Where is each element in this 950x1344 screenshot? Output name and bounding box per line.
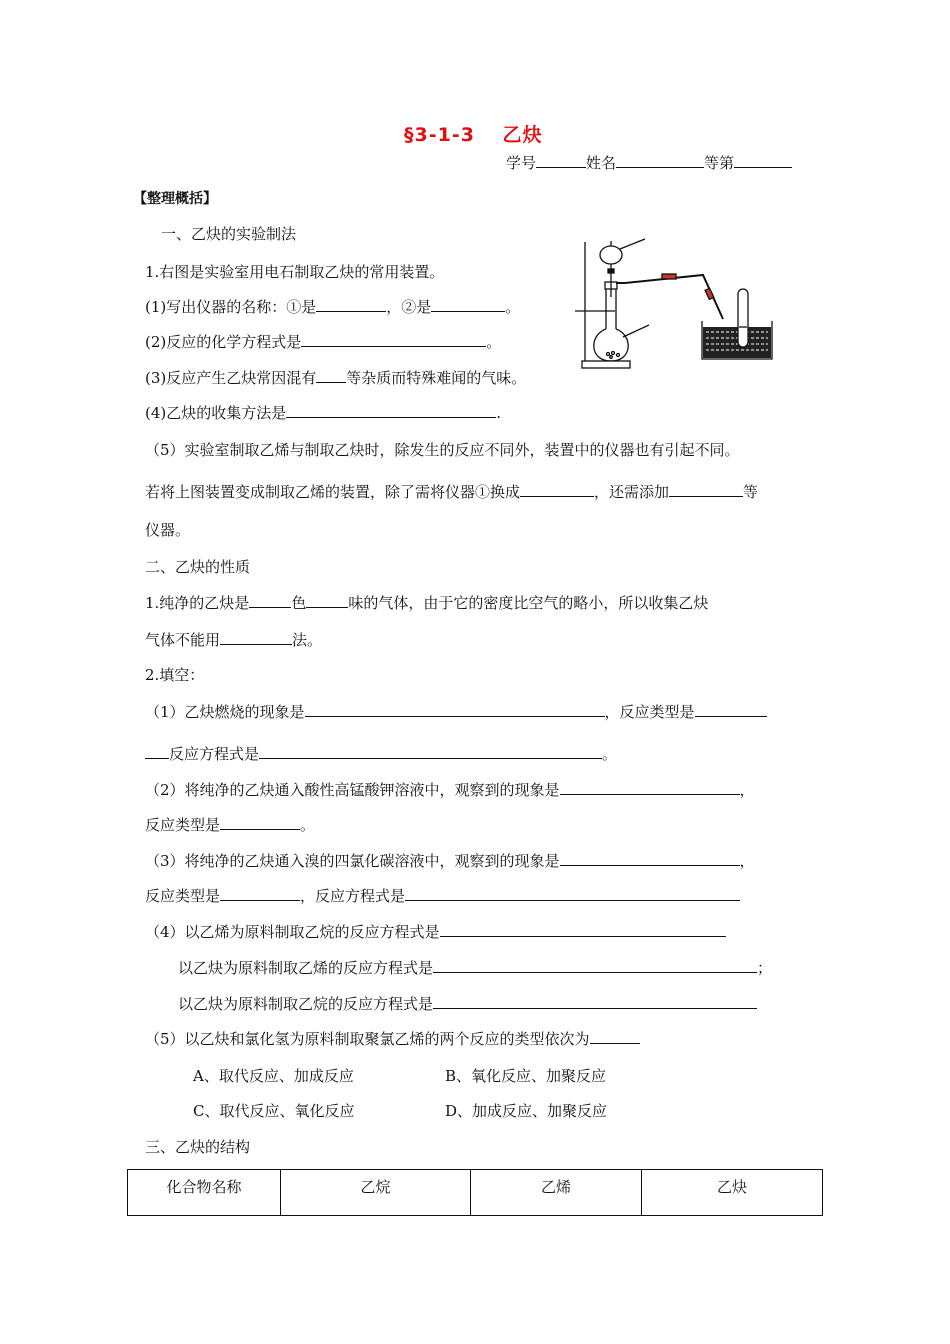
f4-blank-2[interactable] (433, 958, 757, 973)
q1-1-blank-1[interactable] (316, 297, 386, 312)
f2-line2-end: 。 (300, 816, 316, 834)
page-title: §3-1-3 乙炔 (404, 124, 543, 146)
f4-line1 (145, 922, 726, 942)
f3-text-a: （3）将纯净的乙炔通入溴的四氯化碳溶液中，观察到的现象是 (145, 852, 560, 870)
f1-text-b: ，反应类型是 (604, 703, 695, 721)
f4-blank-1[interactable] (440, 922, 726, 937)
p1-text-a: 1.纯净的乙炔是 (145, 594, 250, 612)
f3-text-b: ， (739, 852, 755, 870)
q1-1-blank-2[interactable] (431, 297, 505, 312)
name-blank[interactable] (616, 153, 704, 168)
table-header-cell: 乙烷 (281, 1170, 471, 1216)
q1-3-text-b: 等杂质而特殊难闻的气味。 (346, 369, 527, 387)
f5-line (145, 1029, 640, 1049)
p2-label: 2.填空： (145, 666, 205, 684)
q1-5-text-b: ，还需添加 (594, 483, 670, 501)
f1-line2-text: 反应方程式是 (169, 745, 260, 763)
delivery-tube (616, 275, 723, 319)
acetylene-apparatus-diagram (575, 237, 785, 372)
f2-line2 (145, 815, 315, 835)
f4-blank-3[interactable] (433, 994, 757, 1009)
header-fields (506, 153, 792, 173)
table-header-cell: 化合物名称 (128, 1170, 281, 1216)
f2-text-a: （2）将纯净的乙炔通入酸性高锰酸钾溶液中，观察到的现象是 (145, 781, 560, 799)
stand-base (582, 361, 630, 368)
q1-5-line1: （5）实验室制取乙烯与制取乙炔时，除发生的反应不同外，装置中的仪器也有引起不同。 (145, 441, 740, 459)
label-pointer-1 (620, 239, 645, 249)
f3-line2 (145, 886, 740, 906)
f3-blank-type[interactable] (220, 886, 300, 901)
f4-line2-end: ； (757, 959, 773, 977)
q1-text: 1.右图是实验室用电石制取乙炔的常用装置。 (145, 263, 445, 281)
f1-text-a: （1）乙炔燃烧的现象是 (145, 703, 305, 721)
p1-line2 (145, 630, 322, 650)
student-no-blank[interactable] (536, 153, 586, 168)
q1-4-end: . (496, 404, 502, 422)
section2-heading: 二、乙炔的性质 (145, 558, 251, 576)
f3-blank-equation[interactable] (405, 886, 740, 901)
f1-blank-equation[interactable] (259, 744, 602, 759)
structure-table (127, 1169, 823, 1216)
section3-heading: 三、乙炔的结构 (145, 1138, 251, 1156)
f1-end: 。 (602, 745, 618, 763)
q1-5-line3: 仪器。 (145, 521, 191, 539)
q1-5-text-a: 若将上图装置变成制取乙烯的装置，除了需将仪器①换成 (145, 483, 521, 501)
student-no-label: 学号 (506, 154, 537, 172)
q1-5-blank-2[interactable] (669, 482, 743, 497)
q1-2-text: (2)反应的化学方程式是 (145, 333, 302, 351)
q1-1 (145, 297, 520, 317)
q1-5-line2 (145, 482, 758, 502)
f3-line1 (145, 851, 755, 871)
f5-text: （5）以乙炔和氯化氢为原料制取聚氯乙烯的两个反应的类型依次为 (145, 1030, 590, 1048)
q1-5-blank-1[interactable] (520, 482, 594, 497)
f3-line2-text-b: ，反应方程式是 (300, 887, 406, 905)
f4-line3 (178, 994, 757, 1014)
rank-label: 等第 (704, 154, 735, 172)
q1-3 (145, 368, 526, 388)
label-pointer-2 (623, 325, 649, 337)
option-c[interactable]: C、取代反应、氧化反应 (193, 1102, 355, 1120)
q1-1-text-b: ，②是 (386, 298, 432, 316)
q1-4-blank[interactable] (286, 403, 496, 418)
section1-heading: 一、乙炔的实验制法 (161, 225, 297, 243)
f3-blank-phenomenon[interactable] (560, 851, 740, 866)
p1-text-c: 味的气体，由于它的密度比空气的略小，所以收集乙炔 (348, 594, 709, 612)
f2-blank-phenomenon[interactable] (560, 780, 740, 795)
f1-line1 (145, 702, 767, 722)
p1-blank-smell[interactable] (306, 593, 348, 608)
rank-blank[interactable] (734, 153, 792, 168)
q1-4-text: (4)乙炔的收集方法是 (145, 404, 287, 422)
option-a[interactable]: A、取代反应、加成反应 (193, 1067, 354, 1085)
f1-blank-phenomenon[interactable] (305, 702, 605, 717)
name-label: 姓名 (586, 154, 617, 172)
table-header-cell: 乙烯 (471, 1170, 642, 1216)
p1-text-b: 色 (291, 594, 307, 612)
f4-line2 (178, 958, 772, 978)
f1-blank-type[interactable] (695, 702, 767, 717)
f4-text-c: 以乙炔为原料制取乙烷的反应方程式是 (178, 995, 434, 1013)
f1-blank-type-cont[interactable] (145, 744, 169, 759)
table-header-cell: 乙炔 (642, 1170, 823, 1216)
q1-2-end: 。 (486, 333, 502, 351)
p1-line2-end: 法。 (292, 631, 323, 649)
f5-blank[interactable] (590, 1029, 640, 1044)
q1-4 (145, 403, 501, 423)
f2-text-b: ， (739, 781, 755, 799)
separatory-funnel (600, 246, 622, 264)
f4-text-a: （4）以乙烯为原料制取乙烷的反应方程式是 (145, 923, 440, 941)
p1-blank-method[interactable] (220, 630, 292, 645)
collecting-test-tube (738, 289, 748, 347)
f2-line1 (145, 780, 755, 800)
f4-text-b: 以乙炔为原料制取乙烯的反应方程式是 (178, 959, 434, 977)
option-d[interactable]: D、加成反应、加聚反应 (445, 1102, 608, 1120)
p1-blank-color[interactable] (249, 593, 291, 608)
q1-3-blank[interactable] (316, 368, 346, 383)
p1-line2-text: 气体不能用 (145, 631, 221, 649)
summary-heading: 【整理概括】 (133, 191, 217, 207)
f3-line2-text-a: 反应类型是 (145, 887, 221, 905)
p1-line1 (145, 593, 708, 613)
q1-3-text-a: (3)反应产生乙炔常因混有 (145, 369, 317, 387)
q1-2 (145, 332, 501, 352)
q1-5-text-c: 等 (743, 483, 759, 501)
q1-1-text-c: 。 (505, 298, 521, 316)
f2-line2-text: 反应类型是 (145, 816, 221, 834)
table-row (128, 1170, 823, 1216)
f2-blank-type[interactable] (220, 815, 300, 830)
q1-1-text-a: (1)写出仪器的名称：①是 (145, 298, 317, 316)
option-b[interactable]: B、氧化反应、加聚反应 (445, 1067, 607, 1085)
f1-line2 (145, 744, 617, 764)
q1-2-blank[interactable] (301, 332, 486, 347)
